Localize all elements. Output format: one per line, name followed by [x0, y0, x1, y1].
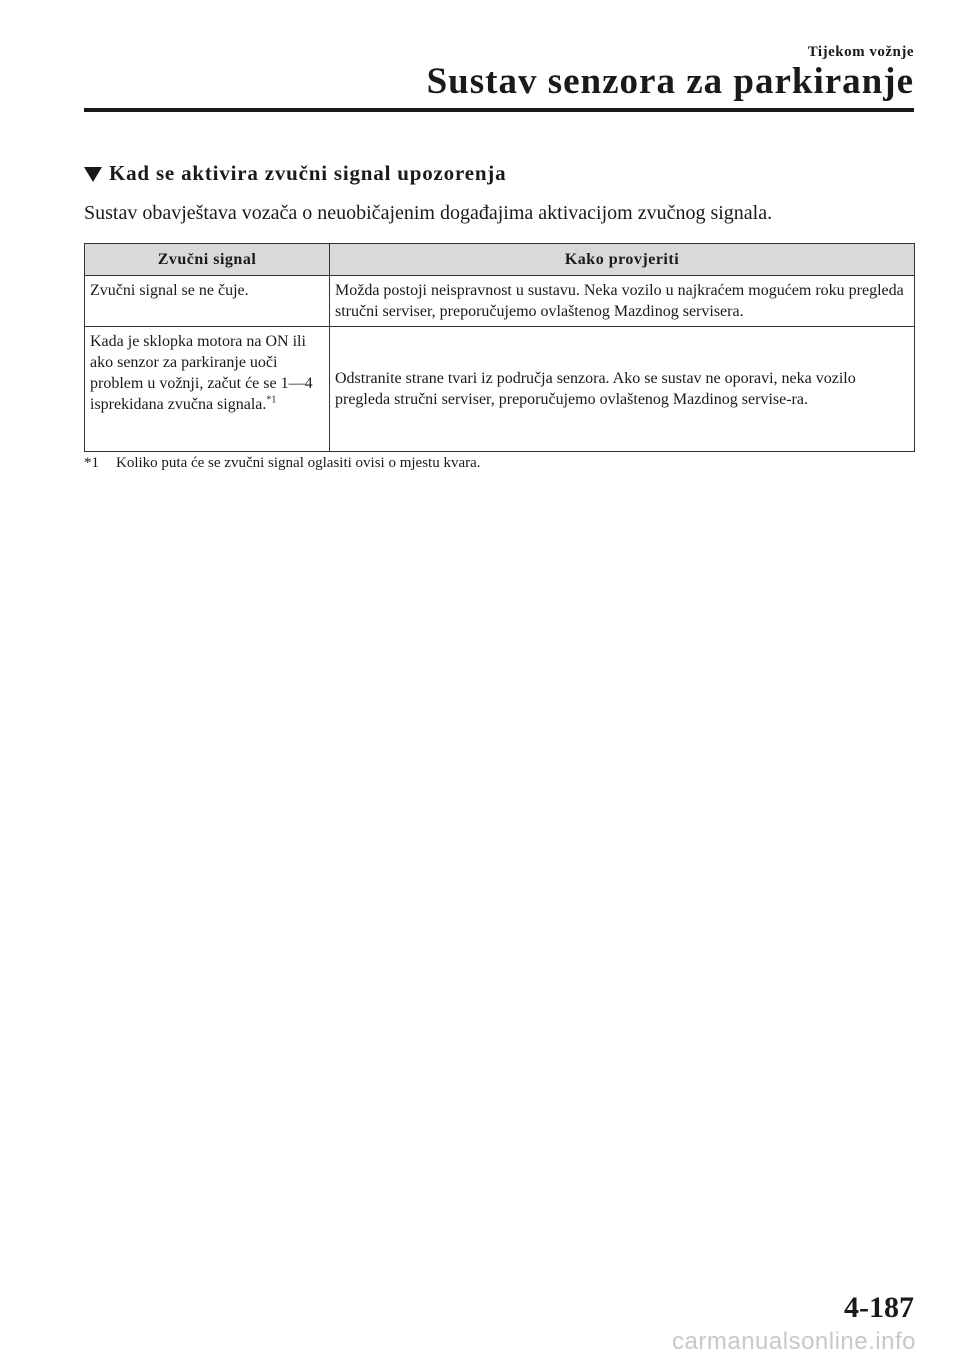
signal-table — [84, 243, 915, 452]
page-number: 4-187 — [844, 1291, 914, 1324]
triangle-bullet-icon — [84, 167, 102, 182]
footnote-reference: *1 — [266, 394, 277, 406]
signal-text: Kada je sklopka motora na ON ili ako senzor za parkiranje uoči problem u vožnji, začut će se 1―4 isprekidana zvučna signala. — [90, 333, 313, 413]
intro-paragraph: Sustav obavještava vozača o neuobičajenim događajima aktivacijom zvučnog signala. — [84, 202, 773, 224]
section-heading — [84, 161, 506, 186]
section-heading-text: Kad se aktivira zvučni signal upozorenja — [109, 161, 507, 185]
table-header-signal: Zvučni signal — [85, 244, 330, 276]
footnote — [84, 455, 481, 472]
table-cell-signal — [85, 327, 330, 452]
table-cell-check: Možda postoji neispravnost u sustavu. Neka vozilo u najkraćem mogućem roku pregleda stručni serviser, preporučujemo ovlaštenog Mazdinog servisera. — [330, 276, 915, 327]
table-cell-check: Odstranite strane tvari iz područja senzora. Ako se sustav ne oporavi, neka vozilo pregleda stručni serviser, preporučujemo ovlaštenog Mazdinog servise-ra. — [330, 327, 915, 452]
table-header-row — [85, 244, 915, 276]
page-title: Sustav senzora za parkiranje — [426, 61, 914, 102]
watermark: carmanualsonline.info — [672, 1328, 916, 1355]
table-cell-signal: Zvučni signal se ne čuje. — [85, 276, 330, 327]
footnote-mark: *1 — [84, 455, 99, 471]
footnote-text: Koliko puta će se zvučni signal oglasiti ovisi o mjestu kvara. — [116, 455, 481, 471]
table-header-check: Kako provjeriti — [330, 244, 915, 276]
table-row — [85, 327, 915, 452]
header-divider — [84, 108, 914, 112]
header-section-label: Tijekom vožnje — [807, 44, 914, 60]
table-row — [85, 276, 915, 327]
